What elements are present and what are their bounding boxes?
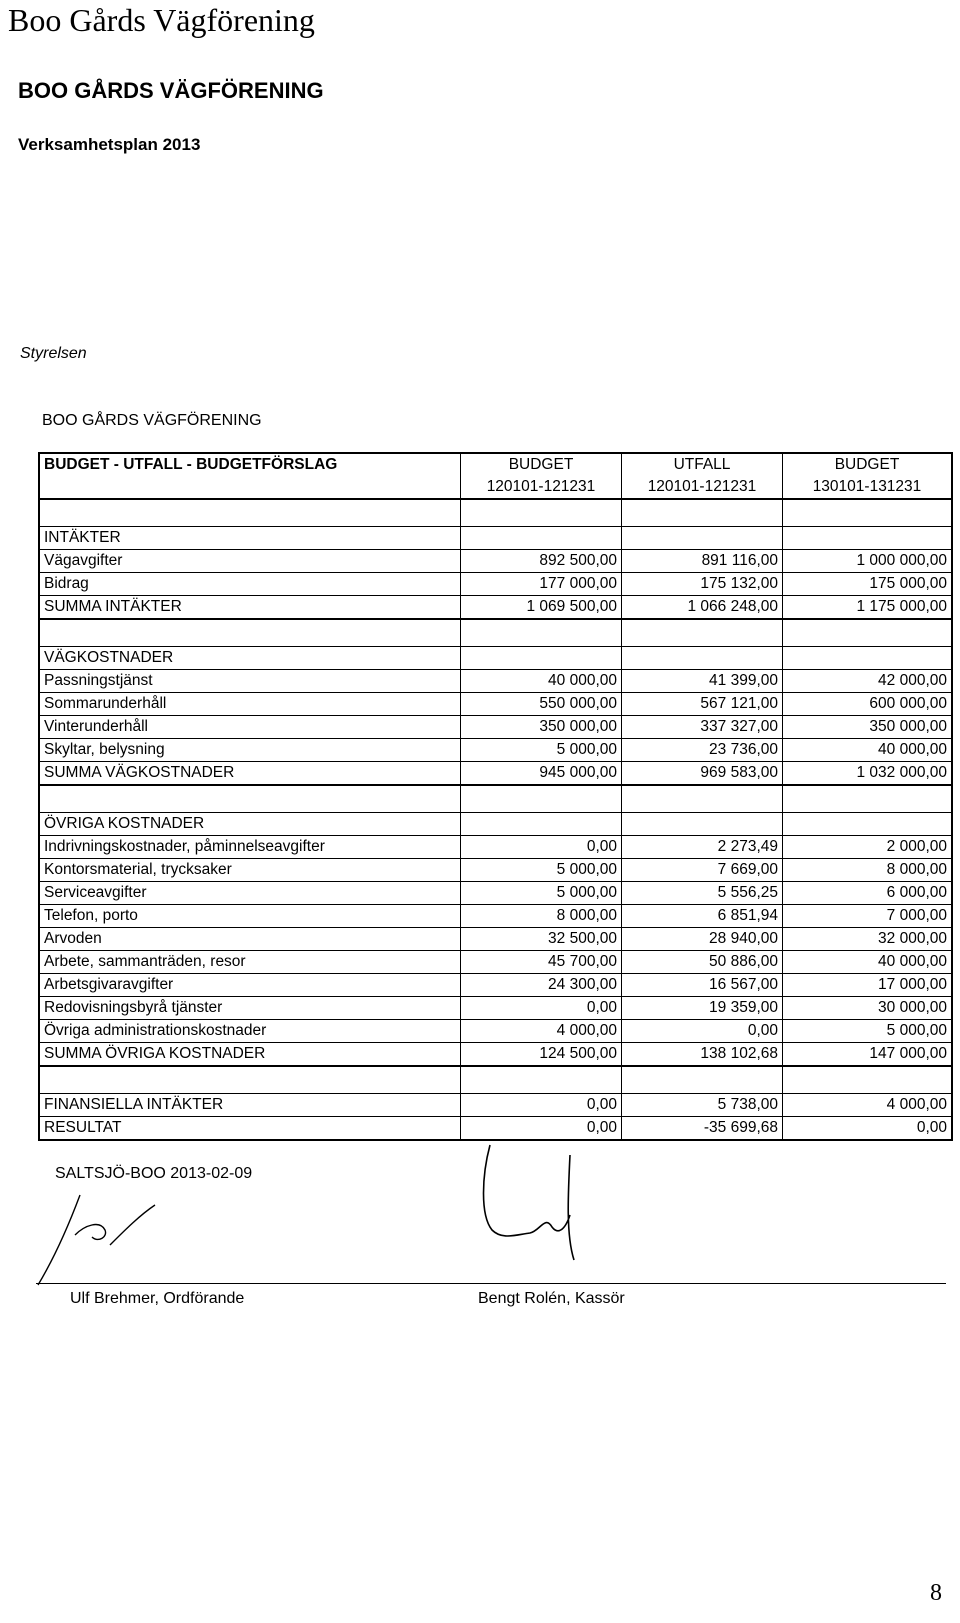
row-value (622, 813, 783, 836)
row-value: 5 000,00 (461, 859, 622, 882)
row-value: 16 567,00 (622, 974, 783, 997)
row-value: 0,00 (461, 997, 622, 1020)
row-value: 6 000,00 (783, 882, 953, 905)
spacer-cell (39, 1066, 461, 1094)
row-value (461, 647, 622, 670)
row-value: 0,00 (461, 1117, 622, 1141)
row-label: Redovisningsbyrå tjänster (39, 997, 461, 1020)
row-label: Övriga administrationskostnader (39, 1020, 461, 1043)
row-value: 19 359,00 (622, 997, 783, 1020)
treasurer-signature (470, 1135, 610, 1265)
row-label: FINANSIELLA INTÄKTER (39, 1094, 461, 1117)
spacer-row (39, 619, 952, 647)
treasurer-name: Bengt Rolén, Kassör (478, 1290, 625, 1307)
row-value: 550 000,00 (461, 693, 622, 716)
section-total-row (39, 1043, 952, 1067)
budget-table (38, 452, 953, 1141)
table-row (39, 670, 952, 693)
finance-row (39, 1094, 952, 1117)
row-label: INTÄKTER (39, 527, 461, 550)
row-value: 42 000,00 (783, 670, 953, 693)
row-label: SUMMA VÄGKOSTNADER (39, 762, 461, 786)
row-label: VÄGKOSTNADER (39, 647, 461, 670)
row-value: 17 000,00 (783, 974, 953, 997)
row-label: Arvoden (39, 928, 461, 951)
row-value: 7 669,00 (622, 859, 783, 882)
section-heading-row (39, 813, 952, 836)
row-value: 350 000,00 (783, 716, 953, 739)
row-value (783, 527, 953, 550)
row-value: 1 066 248,00 (622, 596, 783, 620)
board-label: Styrelsen (20, 345, 87, 362)
row-value: 600 000,00 (783, 693, 953, 716)
table-row (39, 974, 952, 997)
row-value: 175 000,00 (783, 573, 953, 596)
row-value: 124 500,00 (461, 1043, 622, 1067)
column-header-budget-2012: BUDGET (461, 453, 622, 476)
row-label: Telefon, porto (39, 905, 461, 928)
row-label: Arbete, sammanträden, resor (39, 951, 461, 974)
row-value (461, 527, 622, 550)
row-value: 337 327,00 (622, 716, 783, 739)
spacer-cell (622, 499, 783, 527)
row-value: 891 116,00 (622, 550, 783, 573)
row-value: 40 000,00 (783, 739, 953, 762)
page-header: Boo Gårds Vägförening (8, 2, 315, 38)
row-value: 32 500,00 (461, 928, 622, 951)
table-row (39, 836, 952, 859)
row-value: 969 583,00 (622, 762, 783, 786)
row-label: RESULTAT (39, 1117, 461, 1141)
spacer-cell (783, 1066, 953, 1094)
row-value (783, 813, 953, 836)
row-label: SUMMA INTÄKTER (39, 596, 461, 620)
spacer-cell (783, 619, 953, 647)
section-heading-row (39, 527, 952, 550)
table-period-row (39, 476, 952, 499)
row-label: Vinterunderhåll (39, 716, 461, 739)
row-label: Passningstjänst (39, 670, 461, 693)
row-value: 1 069 500,00 (461, 596, 622, 620)
row-value: 0,00 (461, 1094, 622, 1117)
row-label: ÖVRIGA KOSTNADER (39, 813, 461, 836)
row-value: 45 700,00 (461, 951, 622, 974)
page-number: 8 (930, 1580, 942, 1606)
spacer-cell (461, 619, 622, 647)
row-value: 50 886,00 (622, 951, 783, 974)
row-label: Kontorsmaterial, trycksaker (39, 859, 461, 882)
row-label: Skyltar, belysning (39, 739, 461, 762)
row-value: 40 000,00 (461, 670, 622, 693)
table-row (39, 928, 952, 951)
row-value: 40 000,00 (783, 951, 953, 974)
row-value: 147 000,00 (783, 1043, 953, 1067)
section-total-row (39, 762, 952, 786)
spacer-cell (39, 499, 461, 527)
table-row (39, 859, 952, 882)
spacer-cell (39, 785, 461, 813)
row-label: Sommarunderhåll (39, 693, 461, 716)
row-value (622, 527, 783, 550)
column-header-utfall-2012: UTFALL (622, 453, 783, 476)
row-value: 138 102,68 (622, 1043, 783, 1067)
row-value: 567 121,00 (622, 693, 783, 716)
table-row (39, 951, 952, 974)
row-value: 0,00 (783, 1117, 953, 1141)
spacer-row (39, 785, 952, 813)
row-value: 350 000,00 (461, 716, 622, 739)
row-value (461, 813, 622, 836)
spacer-cell (783, 499, 953, 527)
spacer-cell (39, 619, 461, 647)
row-value: 8 000,00 (783, 859, 953, 882)
table-row (39, 716, 952, 739)
place-date: SALTSJÖ-BOO 2013-02-09 (55, 1165, 253, 1182)
row-value: 8 000,00 (461, 905, 622, 928)
column-period-budget-2013: 130101-131231 (783, 476, 953, 499)
table-row (39, 1020, 952, 1043)
row-value: 24 300,00 (461, 974, 622, 997)
column-period-budget-2012: 120101-121231 (461, 476, 622, 499)
row-value: 6 851,94 (622, 905, 783, 928)
spacer-row (39, 1066, 952, 1094)
row-label: Indrivningskostnader, påminnelseavgifter (39, 836, 461, 859)
column-period-utfall-2012: 120101-121231 (622, 476, 783, 499)
table-row (39, 997, 952, 1020)
spacer-row (39, 499, 952, 527)
row-label: Vägavgifter (39, 550, 461, 573)
row-value: 4 000,00 (461, 1020, 622, 1043)
row-value: 177 000,00 (461, 573, 622, 596)
row-value: 5 738,00 (622, 1094, 783, 1117)
table-row (39, 550, 952, 573)
row-value (783, 647, 953, 670)
spacer-cell (622, 1066, 783, 1094)
spacer-cell (622, 619, 783, 647)
row-value: 1 032 000,00 (783, 762, 953, 786)
budget-table-body (39, 453, 952, 1140)
period-row-blank (39, 476, 461, 499)
row-value: 28 940,00 (622, 928, 783, 951)
row-value (622, 647, 783, 670)
column-header-budget-2013: BUDGET (783, 453, 953, 476)
row-value: 1 000 000,00 (783, 550, 953, 573)
spacer-cell (783, 785, 953, 813)
row-label: Serviceavgifter (39, 882, 461, 905)
plan-heading: Verksamhetsplan 2013 (18, 135, 201, 154)
table-caption: BOO GÅRDS VÄGFÖRENING (42, 412, 262, 429)
row-label: Bidrag (39, 573, 461, 596)
row-value: 2 000,00 (783, 836, 953, 859)
row-value: 7 000,00 (783, 905, 953, 928)
row-value: 945 000,00 (461, 762, 622, 786)
row-value: 4 000,00 (783, 1094, 953, 1117)
table-title: BUDGET - UTFALL - BUDGETFÖRSLAG (39, 453, 461, 476)
row-value: 0,00 (622, 1020, 783, 1043)
table-row (39, 739, 952, 762)
row-value: 41 399,00 (622, 670, 783, 693)
table-row (39, 905, 952, 928)
spacer-cell (461, 499, 622, 527)
row-value: 175 132,00 (622, 573, 783, 596)
table-row (39, 882, 952, 905)
chairman-signature (30, 1175, 180, 1295)
chairman-name: Ulf Brehmer, Ordförande (70, 1290, 245, 1307)
row-value: 5 000,00 (461, 882, 622, 905)
row-value: 30 000,00 (783, 997, 953, 1020)
row-label: Arbetsgivaravgifter (39, 974, 461, 997)
row-value: 32 000,00 (783, 928, 953, 951)
row-value: -35 699,68 (622, 1117, 783, 1141)
org-heading: BOO GÅRDS VÄGFÖRENING (18, 78, 324, 103)
section-total-row (39, 596, 952, 620)
row-value: 5 000,00 (783, 1020, 953, 1043)
row-label: SUMMA ÖVRIGA KOSTNADER (39, 1043, 461, 1067)
table-header-row (39, 453, 952, 476)
table-row (39, 693, 952, 716)
table-row (39, 573, 952, 596)
row-value: 892 500,00 (461, 550, 622, 573)
row-value: 5 556,25 (622, 882, 783, 905)
spacer-cell (461, 785, 622, 813)
row-value: 0,00 (461, 836, 622, 859)
signature-line (36, 1283, 946, 1284)
row-value: 2 273,49 (622, 836, 783, 859)
row-value: 1 175 000,00 (783, 596, 953, 620)
section-heading-row (39, 647, 952, 670)
spacer-cell (622, 785, 783, 813)
row-value: 23 736,00 (622, 739, 783, 762)
spacer-cell (461, 1066, 622, 1094)
row-value: 5 000,00 (461, 739, 622, 762)
